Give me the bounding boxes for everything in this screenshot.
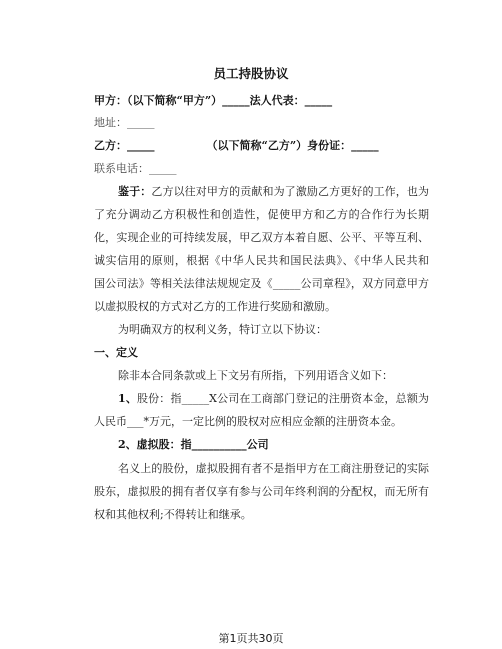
item-1-line-1 bbox=[118, 392, 429, 406]
intro-text: 为明确双方的权利义务，特订立以下协议： bbox=[118, 323, 327, 336]
preamble-line-3: 化，实现企业的可持续发展，甲乙双方本着自愿、公平、平等互利、 bbox=[94, 231, 429, 244]
preamble-line-2: 了充分调动乙方积极性和创造性，促使甲方和乙方的合作行为长期 bbox=[94, 208, 429, 221]
item-2-heading: 2、虚拟股：指__________公司 bbox=[118, 438, 269, 451]
preamble-line-6: 以虚拟股权的方式对乙方的工作进行奖励和激励。 bbox=[94, 300, 336, 313]
phone-line: 联系电话：_____ bbox=[94, 162, 177, 175]
item-1-line-2: 人民币___*万元，一定比例的股权对应相应金额的注册资本金。 bbox=[94, 415, 402, 428]
section-1-intro: 除非本合同条款或上下文另有所指，下列用语含义如下： bbox=[118, 369, 393, 382]
section-1-heading: 一、定义 bbox=[94, 346, 138, 359]
item-1-label: 1、 bbox=[118, 392, 137, 405]
party-a-line: 甲方：（以下简称“甲方”）_____法人代表：_____ bbox=[94, 94, 333, 107]
preamble-line-1 bbox=[118, 185, 429, 199]
document-title: 员工持股协议 bbox=[213, 66, 289, 81]
party-b-id: （以下简称“乙方”）身份证：_____ bbox=[206, 139, 379, 152]
preamble-lead: 鉴于： bbox=[118, 185, 152, 198]
item-2-line-2: 股东，虚拟股的拥有者仅享有参与公司年终利润的分配权，而无所有 bbox=[94, 485, 429, 498]
item-2-line-3: 权和其他权利;不得转让和继承。 bbox=[94, 508, 252, 521]
item-2-line-1: 名义上的股份，虚拟股拥有者不是指甲方在工商注册登记的实际 bbox=[118, 462, 429, 475]
preamble-text-1: 乙方以往对甲方的贡献和为了激励乙方更好的工作，也为 bbox=[151, 185, 430, 198]
preamble-line-5: 国公司法》等相关法律法规规定及《_____公司章程》，双方同意甲方 bbox=[94, 277, 429, 290]
preamble-line-4: 诚实信用的原则，根据《中华人民共和国民法典》、《中华人民共和 bbox=[94, 254, 429, 267]
item-1-text-1: 股份：指_____X公司在工商部门登记的注册资本金，总额为 bbox=[136, 392, 429, 405]
page-footer: 第1页共30页 bbox=[218, 632, 284, 645]
address-line: 地址：_____ bbox=[94, 116, 155, 129]
party-b-line bbox=[94, 139, 429, 153]
party-b-label: 乙方：_____ bbox=[94, 139, 155, 152]
